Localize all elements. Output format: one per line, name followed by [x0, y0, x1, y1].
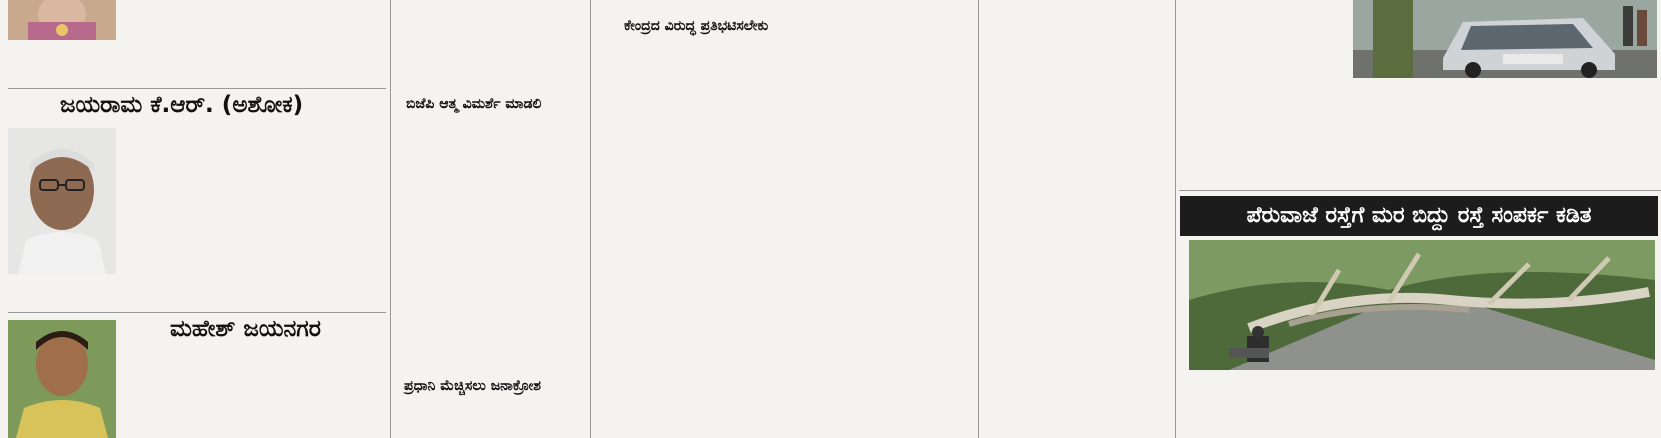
subheading: ಕೇಂದ್ರದ ವಿರುದ್ಧ ಪ್ರತಿಭಟಿಸಲೇಕು	[624, 18, 769, 34]
divider	[8, 88, 386, 89]
divider	[8, 312, 386, 313]
column-divider	[978, 0, 979, 438]
headline-banner: ಪೆರುವಾಜೆ ರಸ್ತೆಗೆ ಮರ ಬಿದ್ದು ರಸ್ತೆ ಸಂಪರ್ಕ ಕಡಿತ	[1180, 196, 1658, 236]
news-column-3	[594, 0, 976, 438]
column-divider	[590, 0, 591, 438]
photo-car-accident	[1353, 0, 1657, 78]
photo-portrait-young-man	[8, 320, 116, 438]
obituary-column	[0, 0, 388, 438]
photo-portrait-elderly-man	[8, 128, 116, 274]
news-column-2	[394, 0, 588, 438]
news-column-4	[982, 0, 1173, 438]
divider	[1179, 190, 1661, 191]
photo-portrait-woman	[8, 0, 116, 40]
obituary-3-name: ಮಹೇಶ್ ಜಯನಗರ	[170, 316, 321, 342]
subheading: ಪ್ರಧಾನಿ ಮೆಚ್ಚಿಸಲು ಜನಾಕ್ರೋಶ	[404, 378, 541, 394]
photo-fallen-tree	[1189, 240, 1655, 370]
news-column-5	[1179, 0, 1661, 438]
obituary-2-name: ಜಯರಾಮ ಕೆ.ಆರ್. (ಅಶೋಕ)	[60, 92, 304, 118]
subheading: ಬಿಜೆಪಿ ಆತ್ಮ ವಿಮರ್ಶೆ ಮಾಡಲಿ	[406, 96, 542, 112]
column-divider	[1175, 0, 1176, 438]
column-divider	[390, 0, 391, 438]
